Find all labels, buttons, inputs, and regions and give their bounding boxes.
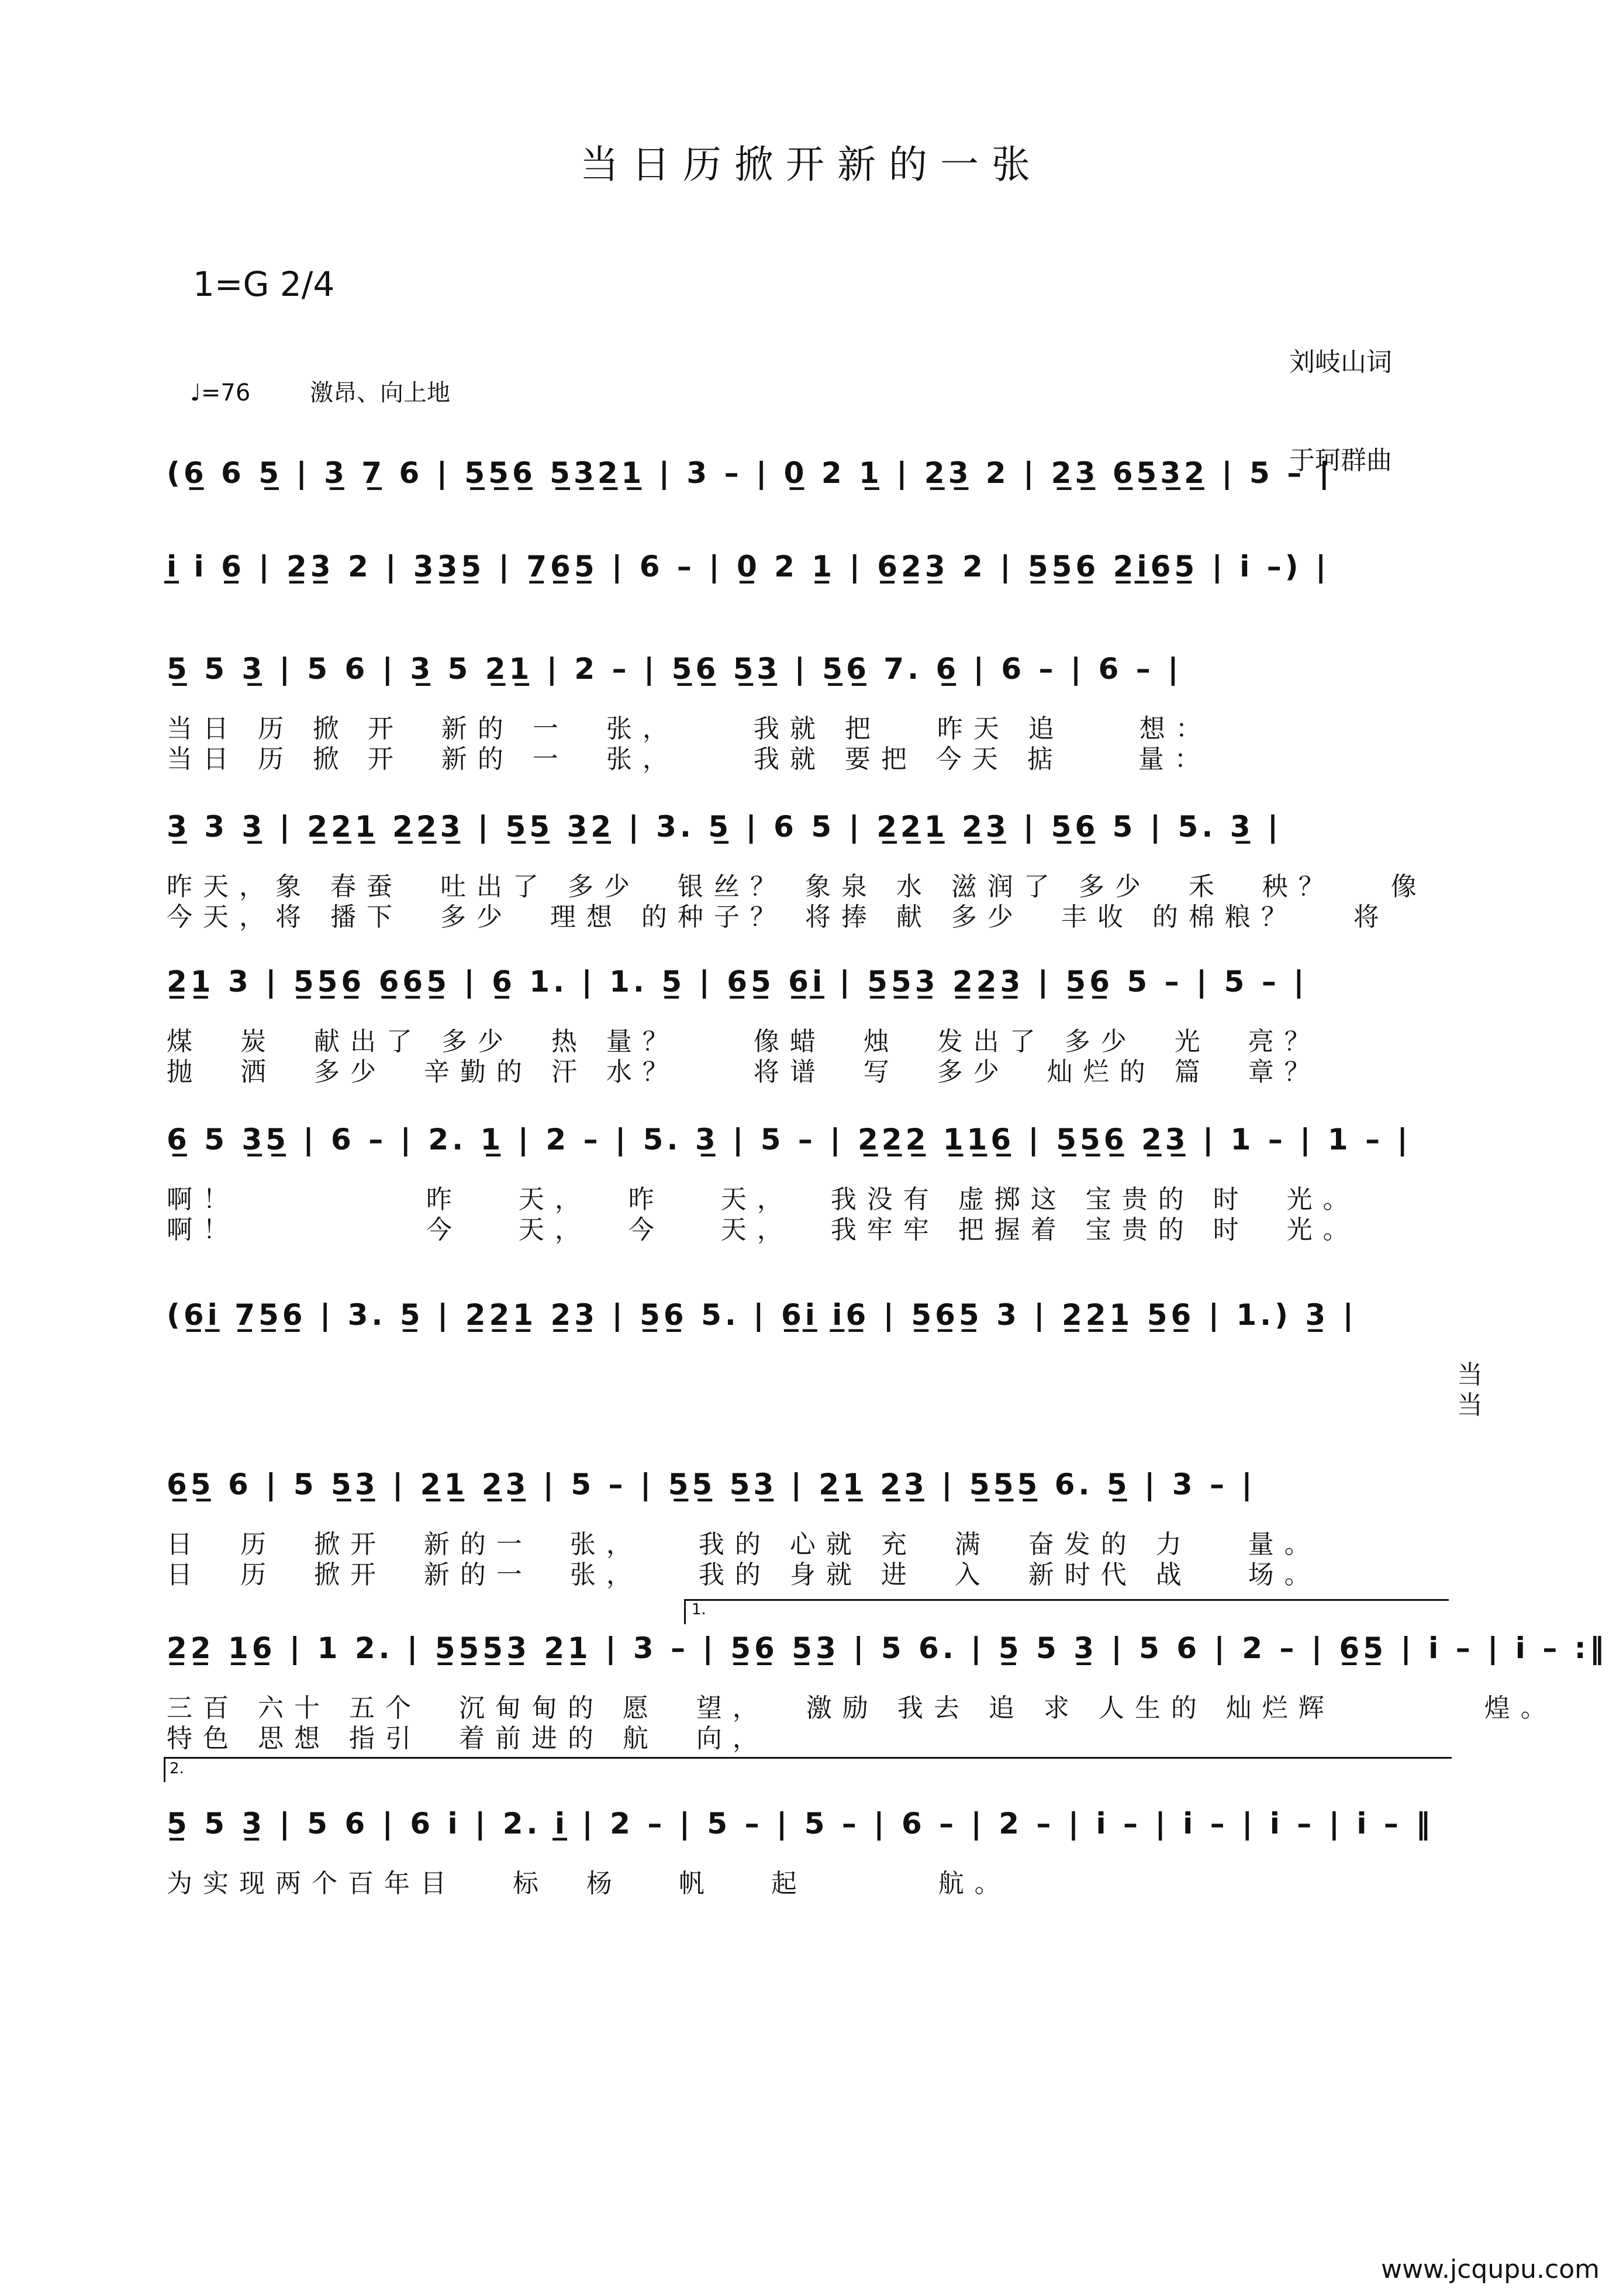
lyric-line-1: 日 历 掀开 新的一 张， 我的 心就 充 满 奋发的 力 量。 (167, 1529, 1321, 1559)
staff-notes: 6̲5̲ 6 | 5 5̲3̲ | 2̲1̲ 2̲3̲ | 5 – | 5̲5̲ 5̲3̲ | 2̲1̲ 2̲3̲ | 5̲5̲5̲ 6. 5̲ | 3 – | (167, 1468, 1256, 1501)
lyricist: 刘岐山词 (1289, 347, 1392, 377)
composer: 于珂群曲 (1289, 446, 1392, 475)
lyric-line-1: 三百 六十 五个 沉甸甸的 愿 望， 激励 我去 追 求 人生的 灿烂辉 煌。 (167, 1693, 1557, 1723)
lyric-line-2: 当日 历 掀 开 新的 一 张， 我就 要把 今天 掂 量： (167, 744, 1211, 774)
lyric-line-1: 啊！ 昨 天， 昨 天， 我没有 虚掷这 宝贵的 时 光。 (167, 1185, 1359, 1214)
volta-2-bracket (164, 1757, 1452, 1782)
staff-line (167, 652, 1465, 774)
staff-line (167, 456, 1465, 561)
lyric-line-1: 昨天，象 春蚕 吐出了 多少 银丝？ 象泉 水 滋润了 多少 禾 秧？ 像 (167, 872, 1427, 902)
staff-notes: 6̲ 5 3̲5̲ | 6 – | 2. 1̲ | 2 – | 5. 3̲ | 5 – | 2̲2̲2̲ 1̲1̲6̲ | 5̲5̲6̲ 2̲3̲ | 1 – | 1 – | (167, 1123, 1411, 1156)
staff-notes: (6̲ 6 5̲ | 3̲ 7̲ 6 | 5̲5̲6̲ 5̲3̲2̲1̲ | 3 – | 0̲ 2 1̲ | 2̲3̲ 2 | 2̲3̲ 6̲5̲3̲2̲ | 5 – | (167, 456, 1333, 490)
staff-notes: 5̲ 5 3̲ | 5 6 | 3̲ 5 2̲1̲ | 2 – | 5̲6̲ 5̲3̲ | 5̲6̲ 7. 6̲ | 6 – | 6 – | (167, 652, 1182, 686)
lyric-line-2: 特色 思想 指引 着前进的 航 向， (167, 1724, 769, 1753)
staff-line (167, 965, 1465, 1087)
page-title: 当日历掀开新的一张 (580, 142, 1043, 187)
staff-notes: i̲ i 6̲ | 2̲3̲ 2 | 3̲3̲5̲ | 7̲6̲5̲ | 6 – | 0̲ 2 1̲ | 6̲2̲3̲ 2 | 5̲5̲6̲ 2̲i̲6̲5̲ | i –) | (167, 550, 1330, 584)
staff-notes: 2̲1̲ 3 | 5̲5̲6̲ 6̲6̲5̲ | 6̲ 1. | 1. 5̲ | 6̲5̲ 6̲i̲ | 5̲5̲3̲ 2̲2̲3̲ | 5̲6̲ 5 – | 5 – | (167, 965, 1308, 999)
key-signature: 1=G 2/4 (193, 264, 335, 304)
tempo-marking: ♩=76 激昂、向上地 (190, 379, 450, 406)
lyric-line-1: 煤 炭 献出了 多少 热 量？ 像蜡 烛 发出了 多少 光 亮？ (167, 1027, 1321, 1056)
staff-line (167, 1468, 1465, 1590)
staff-notes: 2̲2̲ 1̲6̲ | 1 2. | 5̲5̲5̲3̲ 2̲1̲ | 3 – | 5̲6̲ 5̲3̲ | 5 6. | 5̲ 5 3̲ | 5 6 | 2 – | 6̲5̲ | i – | i – :‖ (167, 1631, 1608, 1665)
lyric-line-1: 为实现两个百年目 标 杨 帆 起 航。 (167, 1869, 1011, 1898)
staff-line (167, 1631, 1608, 1753)
staff-notes: 3̲ 3 3̲ | 2̲2̲1̲ 2̲2̲3̲ | 5̲5̲ 3̲2̲ | 3. 5̲ | 6 5 | 2̲2̲1̲ 2̲3̲ | 5̲6̲ 5 | 5. 3̲ | (167, 810, 1282, 844)
lyric-line-2: 今天，将 播下 多少 理想 的种子？ 将捧 献 多少 丰收 的棉粮？ 将 (167, 902, 1390, 932)
staff-line (167, 550, 1465, 655)
lyric-line-2: 日 历 掀开 新的一 张， 我的 身就 进 入 新时代 战 场。 (167, 1560, 1321, 1590)
volta-1-bracket (684, 1599, 1449, 1624)
lyric-line-1: 当日 历 掀 开 新的 一 张， 我就 把 昨天 追 想： (167, 714, 1212, 744)
staff-line (167, 810, 1465, 932)
volta-2-label: 2. (170, 1760, 184, 1777)
staff-notes: 5̲ 5 3̲ | 5 6 | 6 i | 2. i̲ | 2 – | 5 – | 5 – | 6 – | 2 – | i – | i – | i – | i – ‖ (167, 1807, 1434, 1841)
lyric-line-2: 当 (167, 1390, 1494, 1420)
lyric-line-2: 抛 洒 多少 辛勤的 汗 水？ 将谱 写 多少 灿烂的 篇 章？ (167, 1057, 1321, 1087)
staff-line (167, 1298, 1494, 1420)
volta-1-label: 1. (692, 1601, 706, 1618)
staff-line (167, 1123, 1465, 1245)
staff-line (167, 1807, 1465, 1912)
watermark: www.jcqupu.com (1381, 2254, 1600, 2284)
lyric-line-1: 当 (167, 1360, 1494, 1390)
lyric-line-2: 啊！ 今 天， 今 天， 我牢牢 把握着 宝贵的 时 光。 (167, 1215, 1359, 1245)
staff-notes: (6̲i̲ 7̲5̲6̲ | 3. 5̲ | 2̲2̲1̲ 2̲3̲ | 5̲6̲ 5. | 6̲i̲ i̲6̲ | 5̲6̲5̲ 3 | 2̲2̲1̲ 5̲6̲ | 1.) 3̲ | (167, 1298, 1357, 1332)
